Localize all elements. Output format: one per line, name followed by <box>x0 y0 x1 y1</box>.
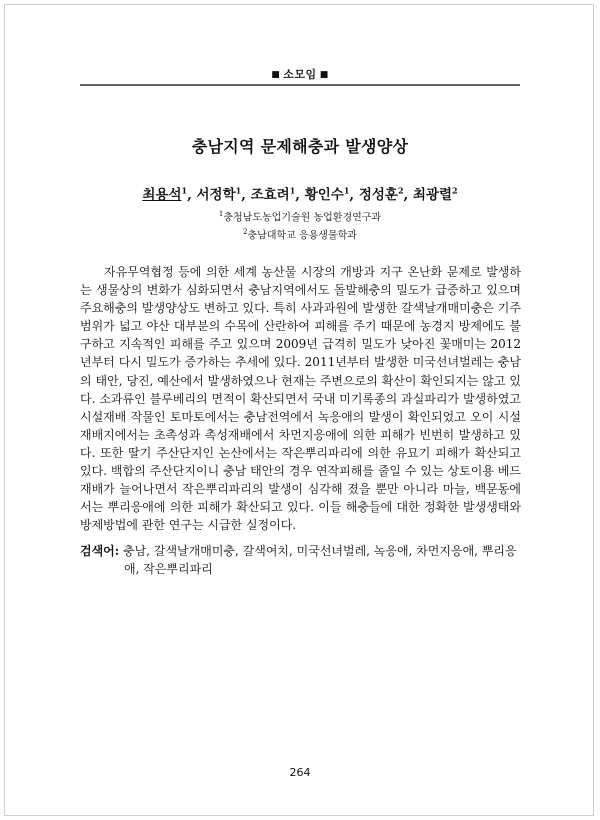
author-separator: , <box>187 187 197 203</box>
author-separator: , <box>349 187 359 203</box>
affiliation-mark: 2 <box>243 228 248 237</box>
section-header <box>0 66 600 82</box>
section-label: 소모임 <box>283 68 317 81</box>
affiliation-line <box>0 225 600 243</box>
keywords <box>80 542 521 578</box>
keywords-label: 검색어: <box>80 544 120 558</box>
author-separator: , <box>403 187 413 203</box>
author-affiliation-mark: 1 <box>289 185 296 196</box>
affiliation-mark: 1 <box>218 210 224 218</box>
author-affiliation-mark: 1 <box>181 185 188 196</box>
author-name: 최광렬 <box>412 187 453 203</box>
square-marker-icon: ■ <box>319 70 329 80</box>
author-affiliation-mark: 2 <box>452 185 458 196</box>
page-number: 264 <box>289 766 311 779</box>
author-affiliation-mark: 1 <box>343 185 350 196</box>
author-name: 조효려 <box>250 187 290 203</box>
keywords-text: 충남, 갈색날개매미충, 갈색여치, 미국선녀벌레, 녹응애, 차먼지응애, 뿌리응애, 작은뿌리파리 <box>123 544 517 577</box>
paper-title: 충남지역 문제해충과 발생양상 <box>191 137 409 156</box>
author-affiliation-mark: 1 <box>235 185 242 196</box>
author-list <box>0 183 600 203</box>
affiliation-list <box>0 207 600 244</box>
header-divider <box>80 84 520 86</box>
author-name: 최용석 <box>142 187 182 203</box>
author-name: 황인수 <box>304 187 344 203</box>
affiliation-text: 충청남도농업기술원 농업환경연구과 <box>223 212 382 224</box>
abstract-body: 자유무역협정 등에 의한 세계 농산물 시장의 개방과 지구 온난화 문제로 발생하는 생물상의 변화가 심화되면서 충남지역에서도 돌발해충의 밀도가 급증하고 있으며 주요해충의 발생양상도 변하고 있다. 특히 사과과원에 발생한 갈색날개매미충은 기주범위가 넓고 야산 대부분의 수목에 산란하여 피해를 주기 때문에 농경지 방제에도 불구하고 지속적인 피해를 주고 있으며 2009년 급격히 밀도가 낮아진 꽃매미는 2012년부터 다시 밀도가 증가하는 추세에 있다. 2011년부터 발생한 미국선녀벌레는 충남의 태안, 당진, 예산에서 발생하였으나 현재는 주변으로의 확산이 확인되지는 않고 있다. 소과류인 블루베리의 면적이 확산되면서 국내 미기록종의 과실파리가 발생하였고 시설재배 작물인 토마토에서는 충남전역에서 녹응애의 발생이 확인되었고 오이 시설재배지에서는 초촉성과 촉성재배에서 차먼지응애에 의한 피해가 빈번히 발생하고 있다. 또한 딸기 주산단지인 논산에서는 작은뿌리파리에 의한 유묘기 피해가 확산되고 있다. 백합의 주산단지이니 충남 태안의 경우 연작피해를 줄일 수 있는 상토이용 베드재배가 늘어나면서 작은뿌리파리의 발생이 심각해 졌을 뿐만 아니라 마늘, 백문동에서는 뿌리응애에 의한 피해가 확산되고 있다. 이들 해충들에 대한 정확한 발생생태와 방제방법에 관한 연구는 시급한 실정이다. <box>80 265 521 533</box>
author-separator: , <box>295 187 305 203</box>
affiliation-line <box>0 207 600 225</box>
affiliation-text: 충남대학교 응용생물학과 <box>247 230 357 242</box>
author-name: 서정학 <box>196 187 236 203</box>
author-affiliation-mark: 2 <box>397 185 404 196</box>
author-name: 정성훈 <box>358 187 398 203</box>
author-separator: , <box>241 187 251 203</box>
square-marker-icon: ■ <box>271 70 281 80</box>
